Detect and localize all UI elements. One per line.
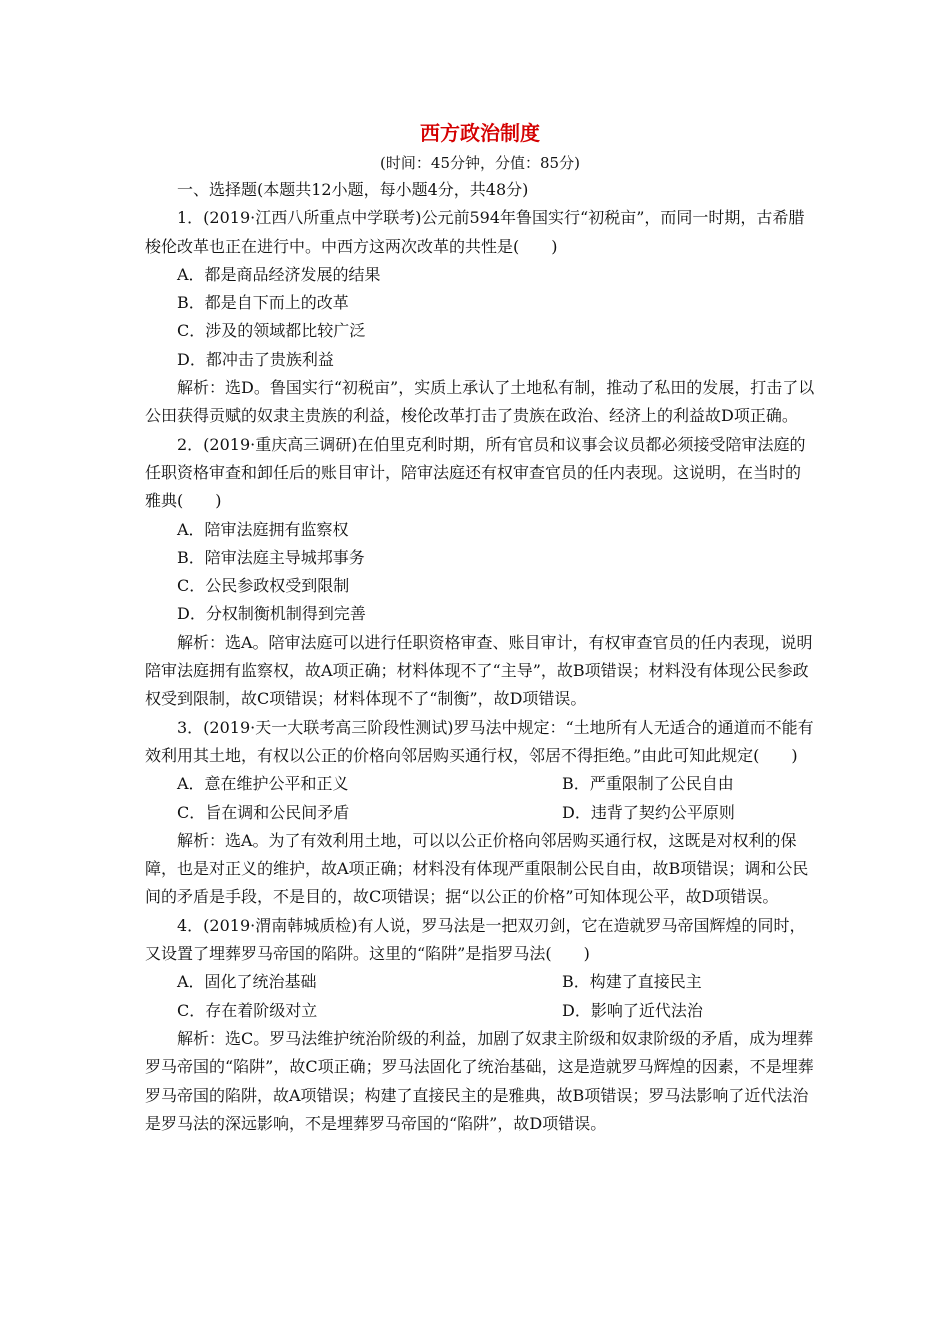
question-2 bbox=[145, 431, 815, 714]
question-4 bbox=[145, 912, 815, 1138]
option-c: C．旨在调和公民间矛盾 bbox=[177, 802, 350, 822]
analysis: 解析：选C。罗马法维护统治阶级的利益，加剧了奴隶主阶级和奴隶阶级的矛盾，成为埋葬罗马帝国的“陷阱”，故C项正确；罗马法固化了统治基础，这是造就罗马辉煌的因素，不是埋葬罗马帝国的陷阱，故A项错误；构建了直接民主的是雅典，故B项错误；罗马法影响了近代法治是罗马法的深远影响，不是埋葬罗马帝国的“陷阱”，故D项错误。 bbox=[145, 1028, 814, 1133]
question-stem: 2．(2019·重庆高三调研)在伯里克利时期，所有官员和议事会议员都必须接受陪审法庭的任职资格审查和卸任后的账目审计，陪审法庭还有权审查官员的任内表现。这说明，在当时的雅典( ) bbox=[145, 434, 806, 511]
question-1 bbox=[145, 204, 815, 430]
option-row bbox=[145, 997, 815, 1025]
question-stem: 3．(2019·天一大联考高三阶段性测试)罗马法中规定：“土地所有人无适合的通道而不能有效利用其土地，有权以公正的价格向邻居购买通行权，邻居不得拒绝。”由此可知此规定( ) bbox=[145, 717, 814, 765]
option-c: C．公民参政权受到限制 bbox=[177, 576, 350, 596]
question-3 bbox=[145, 714, 815, 912]
question-stem: 4．(2019·渭南韩城质检)有人说，罗马法是一把双刃剑，它在造就罗马帝国辉煌的同时，又设置了埋葬罗马帝国的陷阱。这里的“陷阱”是指罗马法( ) bbox=[145, 915, 806, 964]
option-c: C．涉及的领域都比较广泛 bbox=[177, 321, 366, 341]
option-b: B．陪审法庭主导城邦事务 bbox=[177, 547, 365, 567]
option-d: D．都冲击了贵族利益 bbox=[177, 349, 334, 369]
option-a: A．意在维护公平和正义 bbox=[177, 774, 349, 794]
page-subtitle: (时间：45分钟，分值：85分) bbox=[380, 154, 580, 172]
option-b: B．严重限制了公民自由 bbox=[562, 774, 734, 794]
analysis: 解析：选A。陪审法庭可以进行任职资格审查、账目审计，有权审查官员的任内表现，说明陪审法庭拥有监察权，故A项正确；材料体现不了“主导”，故B项错误；材料没有体现公民参政权受到限制，故C项错误；材料体现不了“制衡”，故D项错误。 bbox=[145, 632, 813, 709]
option-row bbox=[145, 968, 815, 996]
section-heading: 一、选择题(本题共12小题，每小题4分，共48分) bbox=[177, 180, 529, 199]
option-a: A．固化了统治基础 bbox=[177, 972, 317, 992]
analysis: 解析：选D。鲁国实行“初税亩”，实质上承认了土地私有制，推动了私田的发展，打击了以公田获得贡赋的奴隶主贵族的利益，梭伦改革打击了贵族在政治、经济上的利益故D项正确。 bbox=[145, 378, 815, 426]
document-page bbox=[145, 118, 815, 1138]
option-a: A．都是商品经济发展的结果 bbox=[177, 264, 381, 284]
page-title: 西方政治制度 bbox=[420, 121, 540, 145]
option-c: C．存在着阶级对立 bbox=[177, 1000, 318, 1020]
analysis: 解析：选A。为了有效利用土地，可以以公正价格向邻居购买通行权，这既是对权利的保障，也是对正义的维护，故A项正确；材料没有体现严重限制公民自由，故B项错误；调和公民间的矛盾是手段，不是目的，故C项错误；据“以公正的价格”可知体现公平，故D项错误。 bbox=[145, 830, 809, 907]
question-stem: 1．(2019·江西八所重点中学联考)公元前594年鲁国实行“初税亩”，而同一时期，古希腊梭伦改革也正在进行中。中西方这两次改革的共性是( ) bbox=[145, 208, 805, 256]
option-a: A．陪审法庭拥有监察权 bbox=[177, 519, 349, 539]
option-b: B．构建了直接民主 bbox=[562, 972, 702, 992]
option-d: D．违背了契约公平原则 bbox=[562, 802, 735, 822]
option-b: B．都是自下而上的改革 bbox=[177, 293, 349, 313]
option-row bbox=[145, 799, 815, 827]
option-row bbox=[145, 770, 815, 798]
option-d: D．分权制衡机制得到完善 bbox=[177, 604, 366, 624]
option-d: D．影响了近代法治 bbox=[562, 1000, 703, 1020]
